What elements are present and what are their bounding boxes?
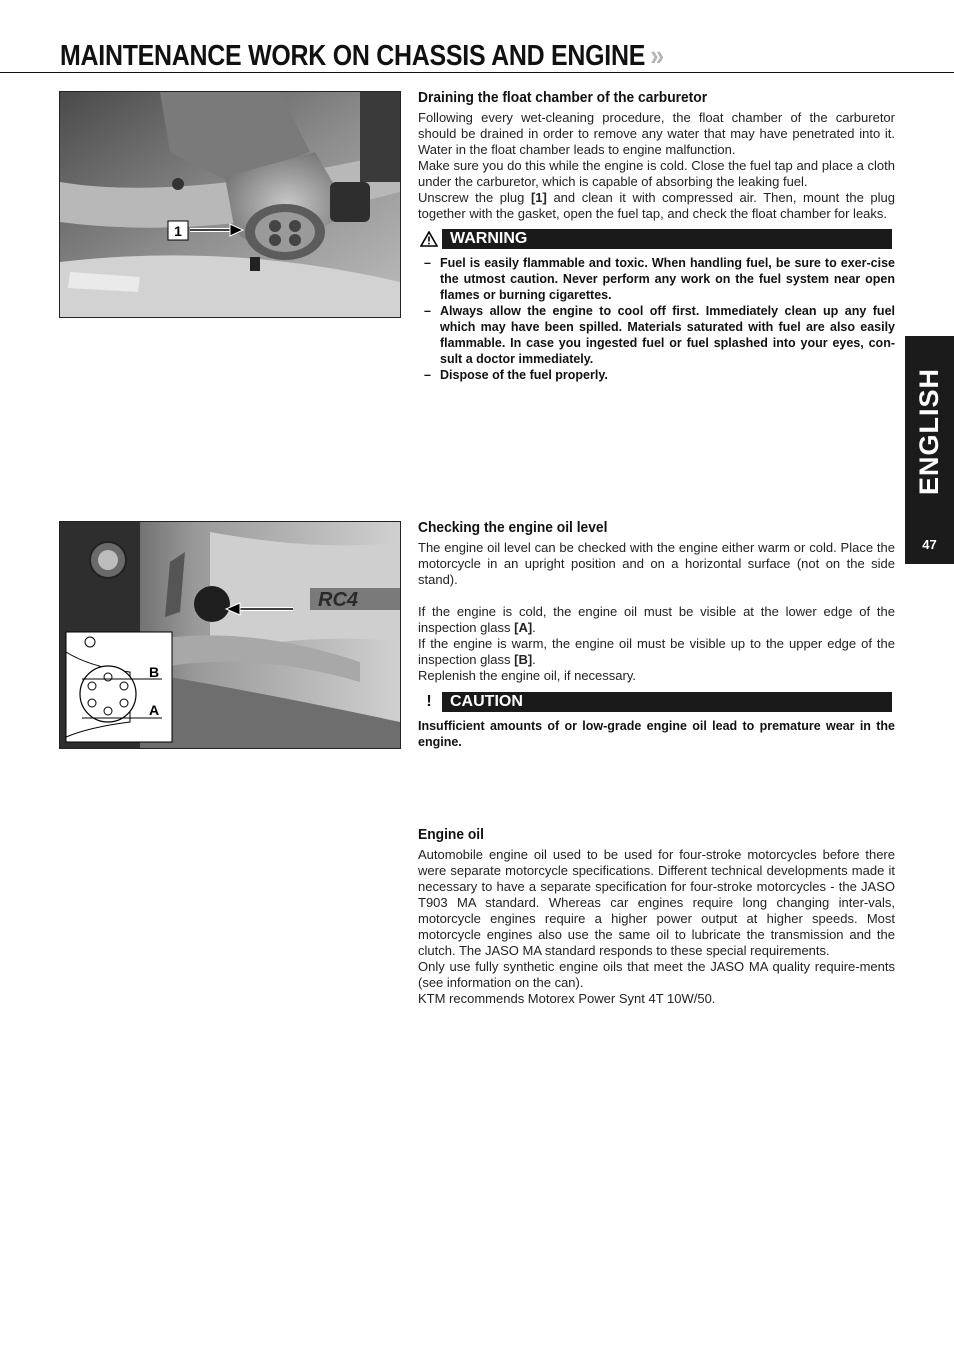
engine-oil-section	[418, 826, 895, 1007]
ref-1: [1]	[530, 190, 547, 205]
caution-label: CAUTION	[442, 692, 892, 712]
float-chamber-section	[418, 89, 895, 383]
header-rule	[0, 72, 954, 73]
exclamation-icon: !	[418, 692, 440, 712]
float-chamber-p2: Make sure you do this while the engine is cold. Close the fuel tap and place a cloth under the carburetor, which is capable of absorbing the leaking fuel.	[418, 158, 895, 189]
oil-level-p2: If the engine is cold, the engine oil must be visible at the lower edge of the inspection glass [A].	[418, 604, 895, 635]
engine-oil-p2: Only use fully synthetic engine oils that meet the JASO MA quality require-ments (see information on the can).	[418, 959, 895, 990]
oil-level-p3: If the engine is warm, the engine oil must be visible up to the upper edge of the inspection glass [B].	[418, 636, 895, 667]
engine-oil-p1: Automobile engine oil used to be used for four-stroke motorcycles before there were separate motorcycle specifications. Different technical developments made it necessary to have a separate specification for four-stroke motorcycles - the JASO T903 MA standard. Whereas car engines require long changing inter-vals, motorcycle engines require a higher power output at higher speeds. Most motorcycle engines also use the same oil to lubricate the transmission and the clutch. The JASO MA standard responds to these special requirements.	[418, 847, 895, 958]
warning-label: WARNING	[442, 229, 892, 249]
warning-triangle-icon	[418, 229, 440, 249]
caution-text: Insufficient amounts of or low-grade engine oil lead to premature wear in the engine.	[418, 719, 895, 749]
page-title-text: MAINTENANCE WORK ON CHASSIS AND ENGINE	[60, 40, 646, 72]
float-chamber-p3: Unscrew the plug [1] and clean it with compressed air. Then, mount the plug together with the gasket, open the fuel tap, and check the float chamber for leaks.	[418, 190, 895, 221]
label-b: B	[148, 664, 160, 680]
language-tab	[905, 336, 954, 564]
ref-b: [B]	[514, 652, 533, 667]
ref-a: [A]	[514, 620, 533, 635]
float-chamber-title: Draining the float chamber of the carburetor	[418, 89, 708, 106]
warning-item: – Fuel is easily flammable and toxic. When handling fuel, be sure to exer-cise the utmost caution. Never perform any work on the fuel system near open flames or burning cigarettes.	[418, 255, 895, 303]
engine-cover-logo: RC4	[318, 589, 359, 611]
callout-1: 1	[174, 223, 182, 239]
engine-oil-p3: KTM recommends Motorex Power Synt 4T 10W/50.	[418, 991, 716, 1006]
chevron-right-icon: »	[650, 40, 664, 72]
oil-level-p1: The engine oil level can be checked with the engine either warm or cold. Place the motorcycle in an upright position and on a horizontal surface (not on the side stand).	[418, 540, 895, 587]
oil-level-p4: Replenish the engine oil, if necessary.	[418, 668, 636, 683]
float-chamber-p1: Following every wet-cleaning procedure, the float chamber of the carburetor should be drained in order to remove any water that may have penetrated into it. Water in the float chamber leads to engine malfunction.	[418, 110, 895, 157]
carburetor-photo	[59, 91, 401, 318]
label-a: A	[148, 702, 160, 718]
engine-oil-title: Engine oil	[418, 826, 484, 843]
page-number: 47	[922, 537, 937, 552]
oil-level-title: Checking the engine oil level	[418, 519, 608, 536]
engine-oil-photo	[59, 521, 401, 749]
oil-level-section	[418, 519, 895, 750]
caution-bar	[418, 692, 892, 712]
page-title	[60, 40, 664, 73]
warning-item: – Always allow the engine to cool off first. Immediately clean up any fuel which may have been spilled. Materials saturated with fuel are also easily flammable. In case you ingested fuel or fuel splashed into your eyes, con-sult a doctor immediately.	[418, 303, 895, 367]
warning-list	[418, 255, 895, 383]
warning-bar	[418, 229, 892, 249]
language-label: ENGLISH	[914, 367, 945, 495]
warning-item: – Dispose of the fuel properly.	[418, 367, 895, 383]
